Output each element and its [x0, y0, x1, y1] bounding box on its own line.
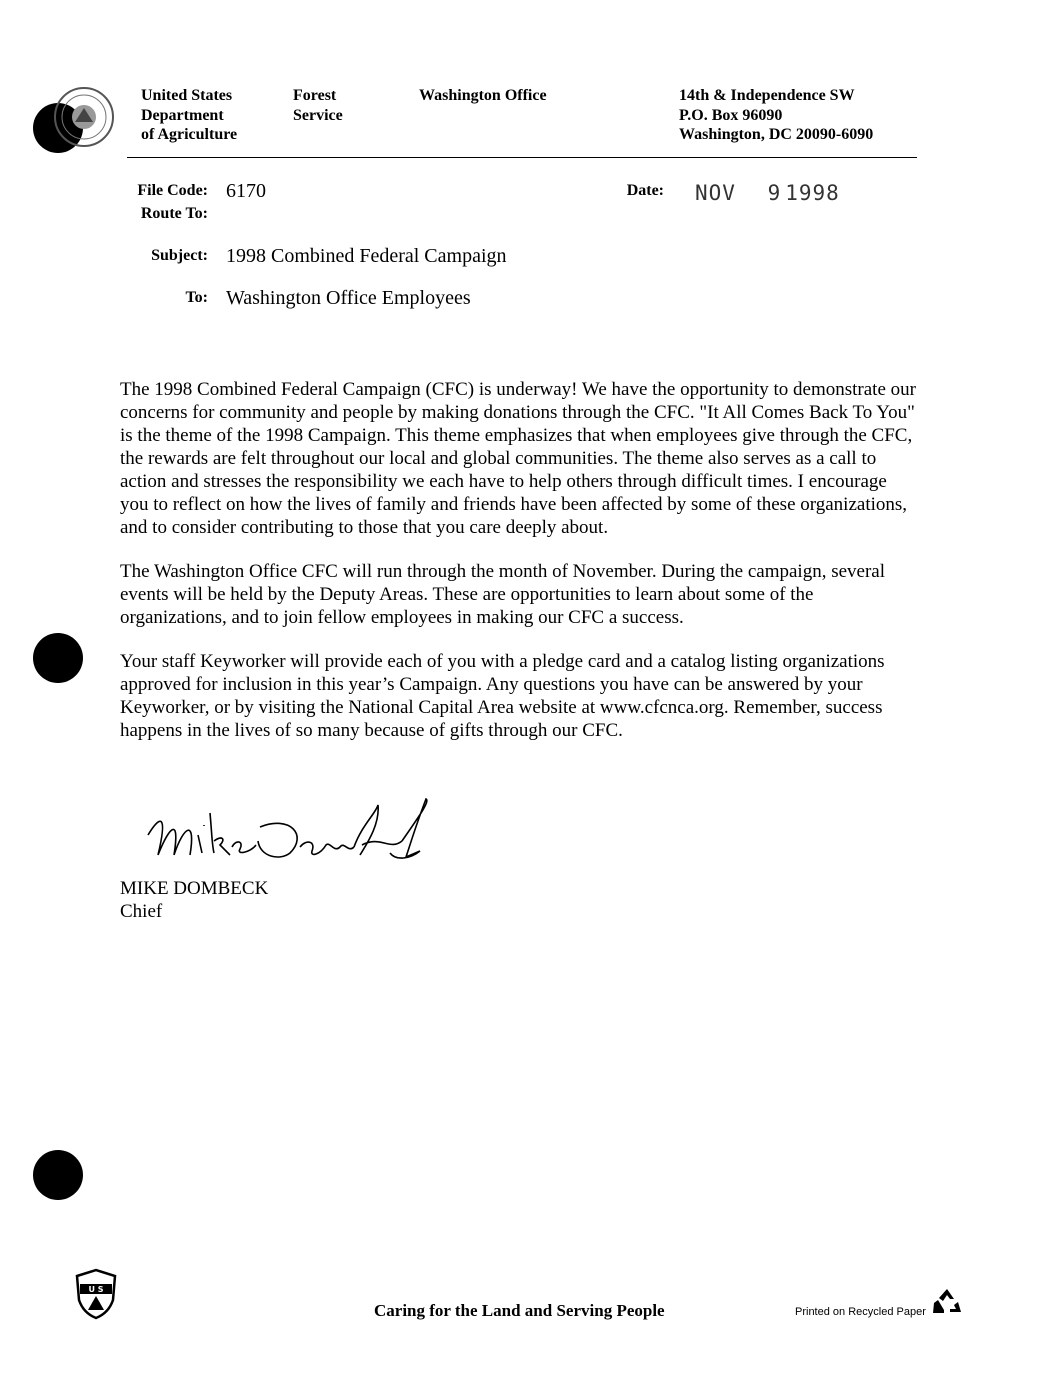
letterhead-address: 14th & Independence SW P.O. Box 96090 Washington, DC 20090-6090 — [679, 87, 874, 143]
file-code-value: 6170 — [226, 180, 266, 202]
route-to-label: Route To: — [140, 205, 208, 222]
to-label: To: — [185, 289, 208, 306]
body-paragraph-2: The Washington Office CFC will run through the month of November. During the campaign, several events will be held by the Deputy Areas. These are opportunities to learn about some of the organizations, and to join fellow employees in making our CFC a success. — [120, 561, 886, 628]
recycled-paper-note: Printed on Recycled Paper — [795, 1306, 926, 1318]
letterhead-agency: Forest Service — [293, 87, 343, 124]
signatory-name: MIKE DOMBECK — [120, 878, 269, 899]
punch-hole-bottom — [33, 1150, 83, 1200]
signature-block — [120, 877, 268, 923]
date-stamp — [695, 181, 840, 205]
date-day: 9 — [767, 181, 782, 205]
letterhead-divider — [127, 157, 917, 158]
file-code-label: File Code: — [137, 182, 208, 199]
punch-hole-middle — [33, 633, 83, 683]
subject-value: 1998 Combined Federal Campaign — [226, 245, 507, 267]
to-value: Washington Office Employees — [226, 287, 471, 309]
date-label: Date: — [626, 182, 664, 199]
signature-image — [140, 795, 440, 875]
signatory-title: Chief — [120, 901, 163, 922]
svg-text:U S: U S — [88, 1285, 104, 1294]
body-paragraph-3: Your staff Keyworker will provide each of you with a pledge card and a catalog listing organizations approved for inclusion in this year’s Campaign. Any questions you have can be answered by your Keyworker, or by visiting the National Capital Area website at www.cfcnca.org. Remember, success happens in the lives of so many because of gifts through our CFC. — [120, 651, 885, 741]
date-year: 1998 — [785, 181, 840, 205]
usfs-shield-icon — [73, 1268, 119, 1320]
letterhead-office: Washington Office — [419, 87, 547, 104]
recycle-icon — [930, 1286, 964, 1316]
usda-seal-icon — [53, 86, 115, 148]
letterhead-department: United States Department of Agriculture — [141, 87, 238, 143]
subject-label: Subject: — [151, 247, 208, 264]
body-paragraph-1: The 1998 Combined Federal Campaign (CFC) is underway! We have the opportunity to demonstrate our concerns for community and people by making donations through the CFC. "It All Comes Back To You" is the theme of the 1998 Campaign. This theme emphasizes that when employees give through the CFC, the rewards are felt throughout our local and global communities. The theme also serves as a call to action and stresses the responsibility we each have to help others through difficult times. I encourage you to reflect on how the lives of family and friends have been affected by some of these organizations, and to consider contributing to those that you care deeply about. — [120, 379, 916, 538]
letter-body — [120, 378, 920, 763]
footer-motto: Caring for the Land and Serving People — [374, 1301, 665, 1320]
date-month: NOV — [695, 181, 736, 205]
